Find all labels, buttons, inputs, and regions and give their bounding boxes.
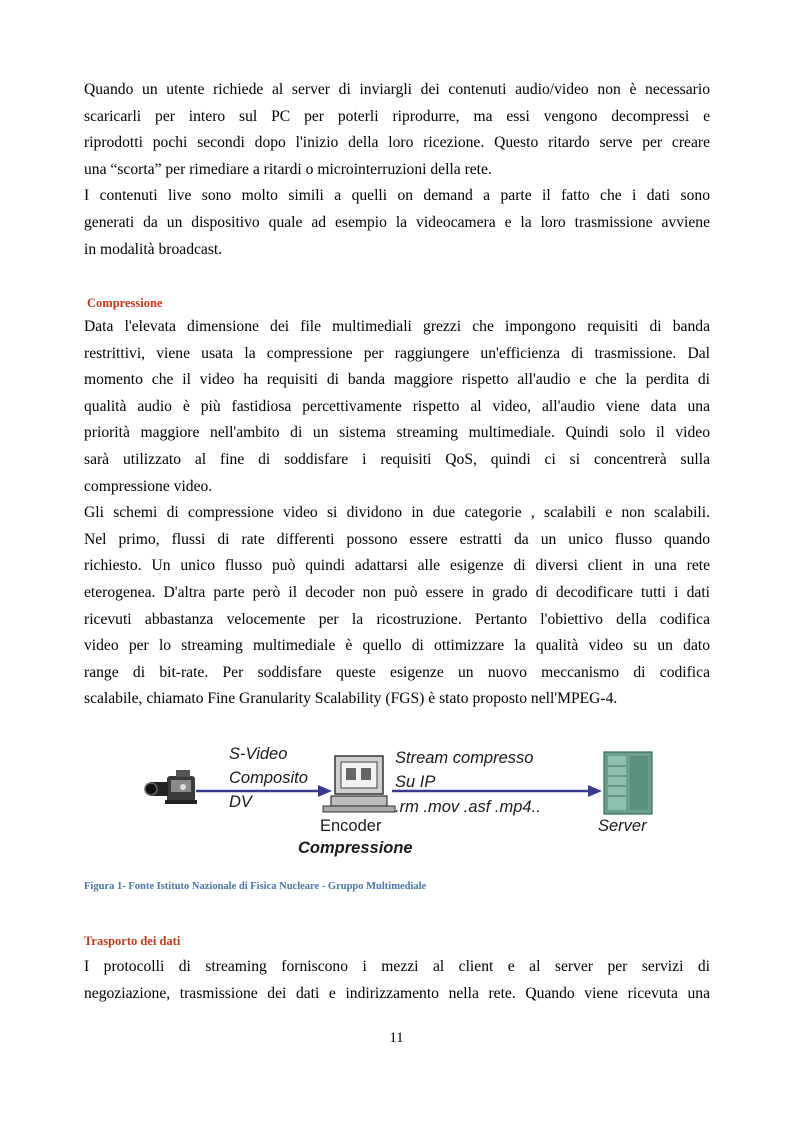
- text-line: scalabile, chiamato Fine Granularity Scalability (FGS) è stato proposto nell'MPEG-4.: [84, 690, 618, 708]
- text-line: momento che il video ha requisiti di banda maggiore rispetto all'audio e che la perdita di: [84, 371, 710, 389]
- text-line: Quando un utente richiede al server di inviargli dei contenuti audio/video non è necessario: [84, 81, 710, 98]
- stream-formats-label: .rm .mov .asf .mp4..: [395, 798, 541, 816]
- text-line: I protocolli di streaming forniscono i mezzi al client e al server per servizi di: [84, 958, 710, 975]
- text-line: I contenuti live sono molto simili a quelli on demand a parte il fatto che i dati sono: [84, 187, 710, 205]
- stream-protocol-label: Su IP: [395, 773, 436, 791]
- trasporto-paragraph: [84, 954, 710, 1007]
- computer-icon: [323, 756, 395, 812]
- server-label: Server: [598, 817, 647, 835]
- text-line: compressione video.: [84, 477, 213, 495]
- text-line: Nel primo, flussi di rate differenti possono essere estratti da un unico flusso quando: [84, 530, 710, 548]
- arrowhead-icon: [318, 785, 332, 797]
- text-line: qualità audio è più fastidiosa percettivamente rispetto al video, all'audio viene data una: [84, 397, 710, 415]
- server-icon: [604, 752, 652, 814]
- videocamera-icon: [145, 770, 197, 804]
- input-label-composito: Composito: [229, 769, 308, 787]
- text-line: generati da un dispositivo quale ad esempio la videocamera e la loro trasmissione avviene: [84, 213, 710, 231]
- input-label-svideo: S-Video: [229, 745, 288, 763]
- text-line: negoziazione, trasmissione dei dati e indirizzamento nella rete. Quando viene ricevuta una: [84, 984, 710, 1002]
- text-line: restrittivi, viene usata la compressione per raggiungere un'efficienza di trasmissione. Dal: [84, 344, 710, 362]
- input-label-dv: DV: [229, 793, 252, 811]
- text-line: richiesto. Un unico flusso può quindi adattarsi alle esigenze di diversi client in una rete: [84, 557, 710, 575]
- compression-label: Compressione: [298, 839, 413, 857]
- page-number: 11: [389, 1030, 404, 1046]
- text-line: eterogenea. D'altra parte però il decoder non può essere in grado di decodificare tutti i dati: [84, 583, 710, 601]
- text-line: range di bit-rate. Per soddisfare queste esigenze un nuovo meccanismo di codifica: [84, 663, 710, 681]
- text-line: ricevuti abbastanza velocemente per la ricostruzione. Pertanto l'obiettivo della codifica: [84, 610, 710, 628]
- section-heading-compressione: Compressione: [87, 296, 163, 310]
- arrowhead-icon: [588, 785, 602, 797]
- text-line: una “scorta” per rimediare a ritardi o microinterruzioni della rete.: [84, 160, 492, 178]
- text-line: Gli schemi di compressione video si dividono in due categorie , scalabili e non scalabili.: [84, 504, 710, 522]
- text-line: in modalità broadcast.: [84, 240, 223, 258]
- text-line: priorità maggiore nell'ambito di un sistema streaming multimediale. Quindi solo il video: [84, 424, 710, 442]
- text-line: riprodotti pochi secondi dopo l'inizio della loro ricezione. Questo ritardo serve per creare: [84, 134, 710, 152]
- section-heading-trasporto: Trasporto dei dati: [84, 934, 181, 948]
- figure-caption: Figura 1- Fonte Istituto Nazionale di Fisica Nucleare - Gruppo Multimediale: [84, 881, 427, 892]
- text-line: scaricarli per intero sul PC per poterli riprodurre, ma essi vengono decompressi e: [84, 107, 710, 125]
- stream-label: Stream compresso: [395, 749, 534, 767]
- encoder-label: Encoder: [320, 817, 382, 835]
- text-line: Data l'elevata dimensione dei file multimediali grezzi che impongono requisiti di banda: [84, 318, 710, 335]
- text-line: video per lo streaming multimediale è quello di ottimizzare la qualità video su un dato: [84, 637, 710, 655]
- text-line: sarà utilizzato al fine di soddisfare i requisiti QoS, quindi ci si concentrerà sulla: [84, 450, 710, 468]
